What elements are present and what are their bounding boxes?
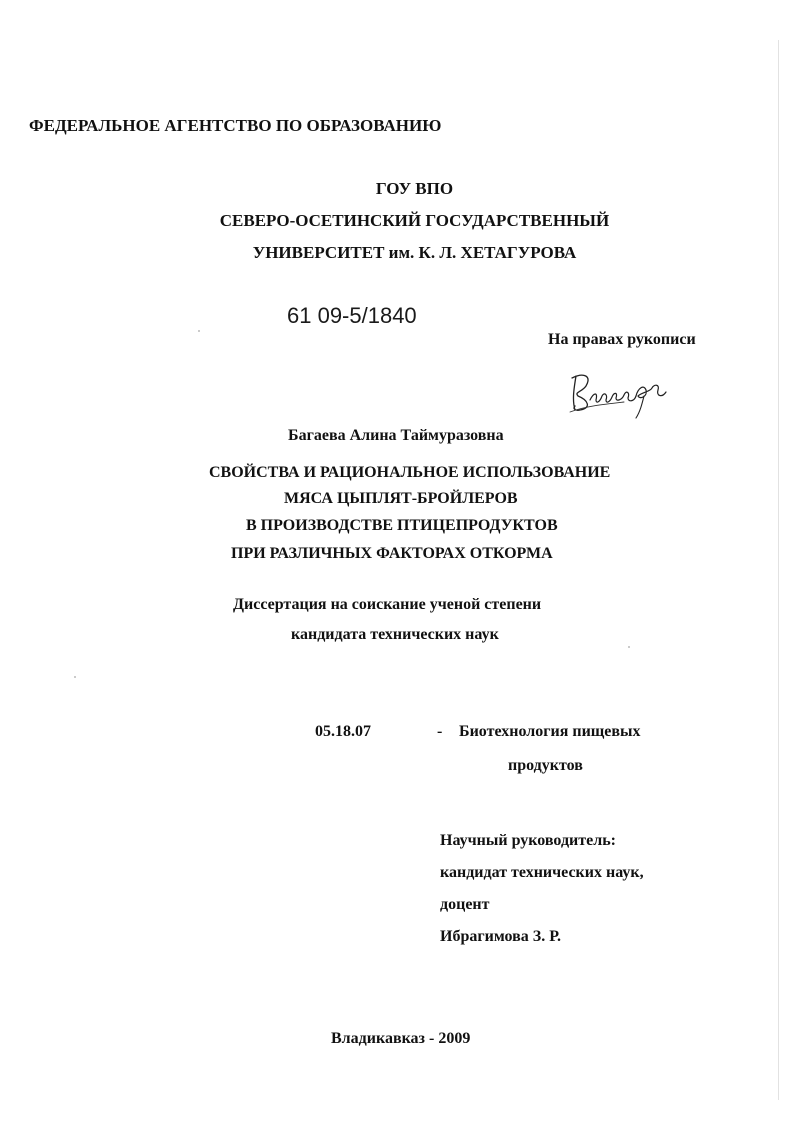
supervisor-name: Ибрагимова З. Р. bbox=[440, 928, 561, 945]
title-line-3: В ПРОИЗВОДСТВЕ ПТИЦЕПРОДУКТОВ bbox=[246, 517, 558, 534]
scan-speck bbox=[74, 676, 76, 678]
agency-heading: ФЕДЕРАЛЬНОЕ АГЕНТСТВО ПО ОБРАЗОВАНИЮ bbox=[29, 116, 442, 135]
scan-speck bbox=[198, 330, 200, 332]
specialty-name-line-2: продуктов bbox=[508, 757, 583, 774]
author-name: Багаева Алина Таймуразовна bbox=[288, 427, 504, 444]
handwritten-signature bbox=[566, 362, 676, 422]
title-line-1: СВОЙСТВА И РАЦИОНАЛЬНОЕ ИСПОЛЬЗОВАНИЕ bbox=[209, 464, 611, 481]
city-year: Владикавказ - 2009 bbox=[331, 1030, 471, 1047]
scan-edge-line bbox=[778, 40, 779, 1100]
supervisor-title: доцент bbox=[440, 896, 490, 913]
university-name-line-1: СЕВЕРО-ОСЕТИНСКИЙ ГОСУДАРСТВЕННЫЙ bbox=[219, 211, 610, 230]
supervisor-label: Научный руководитель: bbox=[440, 832, 616, 849]
university-name-line-2: УНИВЕРСИТЕТ им. К. Л. ХЕТАГУРОВА bbox=[252, 243, 577, 262]
title-line-4: ПРИ РАЗЛИЧНЫХ ФАКТОРАХ ОТКОРМА bbox=[231, 545, 553, 562]
archive-number: 61 09-5/1840 bbox=[287, 303, 417, 328]
specialty-name-line-1: Биотехнология пищевых bbox=[459, 723, 641, 740]
specialty-code: 05.18.07 bbox=[315, 723, 371, 740]
degree-line-1: Диссертация на соискание ученой степени bbox=[233, 596, 542, 613]
degree-line-2: кандидата технических наук bbox=[291, 626, 499, 643]
specialty-dash: - bbox=[437, 723, 443, 740]
institution-type: ГОУ ВПО bbox=[375, 179, 454, 198]
manuscript-note: На правах рукописи bbox=[548, 331, 696, 348]
title-line-2: МЯСА ЦЫПЛЯТ-БРОЙЛЕРОВ bbox=[284, 490, 518, 507]
supervisor-degree: кандидат технических наук, bbox=[440, 864, 644, 881]
scan-speck bbox=[628, 646, 630, 648]
